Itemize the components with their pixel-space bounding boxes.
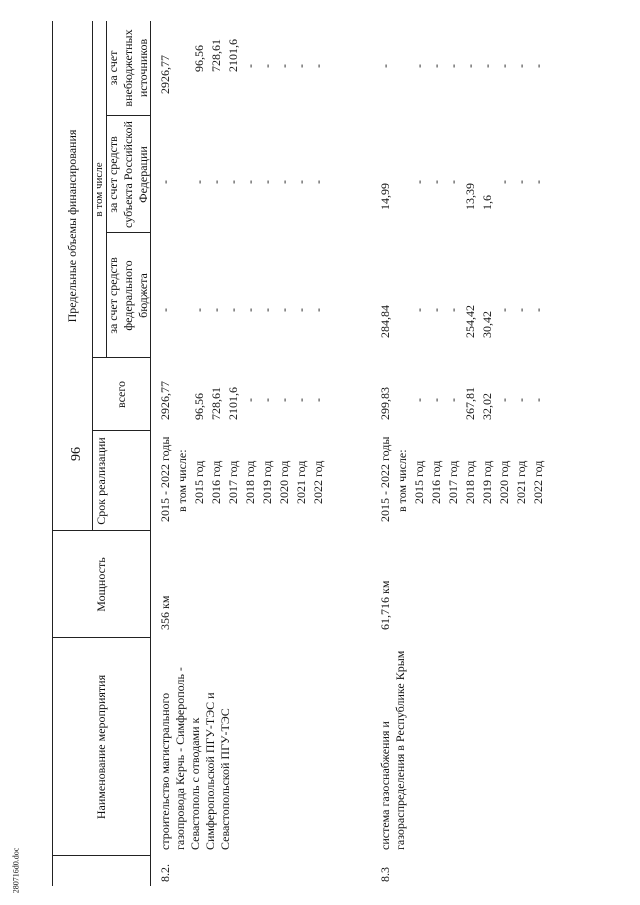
row-federal: - [294,308,308,312]
row-period: 2020 год [497,460,511,504]
row-extra: - [514,64,528,68]
row-federal: - [158,308,172,312]
row-federal: - [429,308,443,312]
row-total: 2926,77 [158,381,172,420]
header-capacity: Мощность [93,557,108,612]
row-extra: - [429,64,443,68]
row-period: 2015 - 2022 годы [378,436,392,522]
row-total: - [429,398,443,402]
row-total: - [243,398,257,402]
row-period: 2017 год [226,460,240,504]
row-total: - [260,398,274,402]
row-period: 2019 год [480,460,494,504]
row-subject: - [226,180,240,184]
row-subject: - [277,180,291,184]
header-extra: за счет внебюджетных источников [105,29,150,107]
header-name: Наименование мероприятия [93,674,108,820]
row-period: 2022 год [311,460,325,504]
row-federal: - [192,308,206,312]
row-period: 2018 год [463,460,477,504]
header-including: в том числе [92,162,105,217]
row-total: - [277,398,291,402]
header-federal: за счет средств федерального бюджета [105,257,150,334]
row-subject: - [311,180,325,184]
row-extra: - [412,64,426,68]
row-period: 2015 - 2022 годы [158,436,172,522]
row-total: 2101,6 [226,387,240,420]
row-period: 2015 год [412,460,426,504]
row-extra: 96,56 [192,45,206,72]
row-name: строительство магистрального газопровода Керчь - Симферополь - Севастополь с отводами к Симферопольской ПГУ-ТЭС и Севастопольской ПГУ-ТЭС [158,667,232,850]
row-total: - [531,398,545,402]
row-subject: 1,6 [480,195,494,210]
row-period: 2016 год [429,460,443,504]
row-total: - [311,398,325,402]
row-federal: - [531,308,545,312]
row-federal: - [277,308,291,312]
row-federal: - [226,308,240,312]
row-subject: - [294,180,308,184]
row-federal: 284,84 [378,305,392,338]
row-extra: - [463,64,477,68]
row-capacity: 61,716 км [378,580,392,630]
row-subject: - [531,180,545,184]
row-period: в том числе: [175,449,189,512]
row-total: - [514,398,528,402]
financing-table [42,21,602,886]
row-period: 2017 год [446,460,460,504]
row-extra: - [294,64,308,68]
row-period: 2018 год [243,460,257,504]
row-extra: - [531,64,545,68]
row-total: - [446,398,460,402]
col-divider-extra [106,115,150,116]
row-code: 8.3 [378,867,392,882]
row-subject: - [243,180,257,184]
row-subject: 14,99 [378,183,392,210]
row-subject: - [158,180,172,184]
row-subject: 13,39 [463,183,477,210]
row-total: 267,81 [463,387,477,420]
row-period: в том числе: [395,449,409,512]
row-extra: - [260,64,274,68]
row-federal: 30,42 [480,311,494,338]
row-subject: - [446,180,460,184]
row-total: - [497,398,511,402]
row-extra: - [497,64,511,68]
header-period: Срок реализации [93,437,108,525]
header-total: всего [113,380,128,409]
row-code: 8.2. [158,864,172,882]
row-federal: - [209,308,223,312]
row-subject: - [209,180,223,184]
row-extra: - [277,64,291,68]
row-period: 2022 год [531,460,545,504]
row-subject: - [514,180,528,184]
row-federal: - [260,308,274,312]
row-extra: - [311,64,325,68]
row-extra: 2926,77 [158,55,172,94]
row-subject: - [497,180,511,184]
document-id: 280716d0.doc [11,847,21,894]
row-total: - [294,398,308,402]
row-extra: - [480,64,494,68]
row-total: - [412,398,426,402]
row-subject: - [429,180,443,184]
row-extra: - [446,64,460,68]
row-name: система газоснабжения и газораспределения в Республике Крым [378,650,407,850]
header-subject: за счет средств субъекта Российской Федерации [105,121,150,228]
row-subject: - [192,180,206,184]
row-period: 2021 год [514,460,528,504]
row-subject: - [412,180,426,184]
col-divider-subject [106,232,150,233]
row-federal: - [446,308,460,312]
row-federal: - [243,308,257,312]
row-period: 2019 год [260,460,274,504]
header-funding: Предельные объемы финансирования [64,129,79,323]
row-federal: - [497,308,511,312]
row-federal: 254,42 [463,305,477,338]
row-extra: 728,61 [209,39,223,72]
row-period: 2015 год [192,460,206,504]
row-period: 2020 год [277,460,291,504]
row-total: 728,61 [209,387,223,420]
row-total: 299,83 [378,387,392,420]
page-number: 96 [69,447,84,461]
row-extra: - [378,64,392,68]
row-total: 96,56 [192,393,206,420]
row-total: 32,02 [480,393,494,420]
row-extra: 2101,6 [226,39,240,72]
row-federal: - [311,308,325,312]
row-period: 2021 год [294,460,308,504]
row-extra: - [243,64,257,68]
row-federal: - [514,308,528,312]
row-capacity: 356 км [158,595,172,630]
row-period: 2016 год [209,460,223,504]
row-subject: - [260,180,274,184]
row-federal: - [412,308,426,312]
